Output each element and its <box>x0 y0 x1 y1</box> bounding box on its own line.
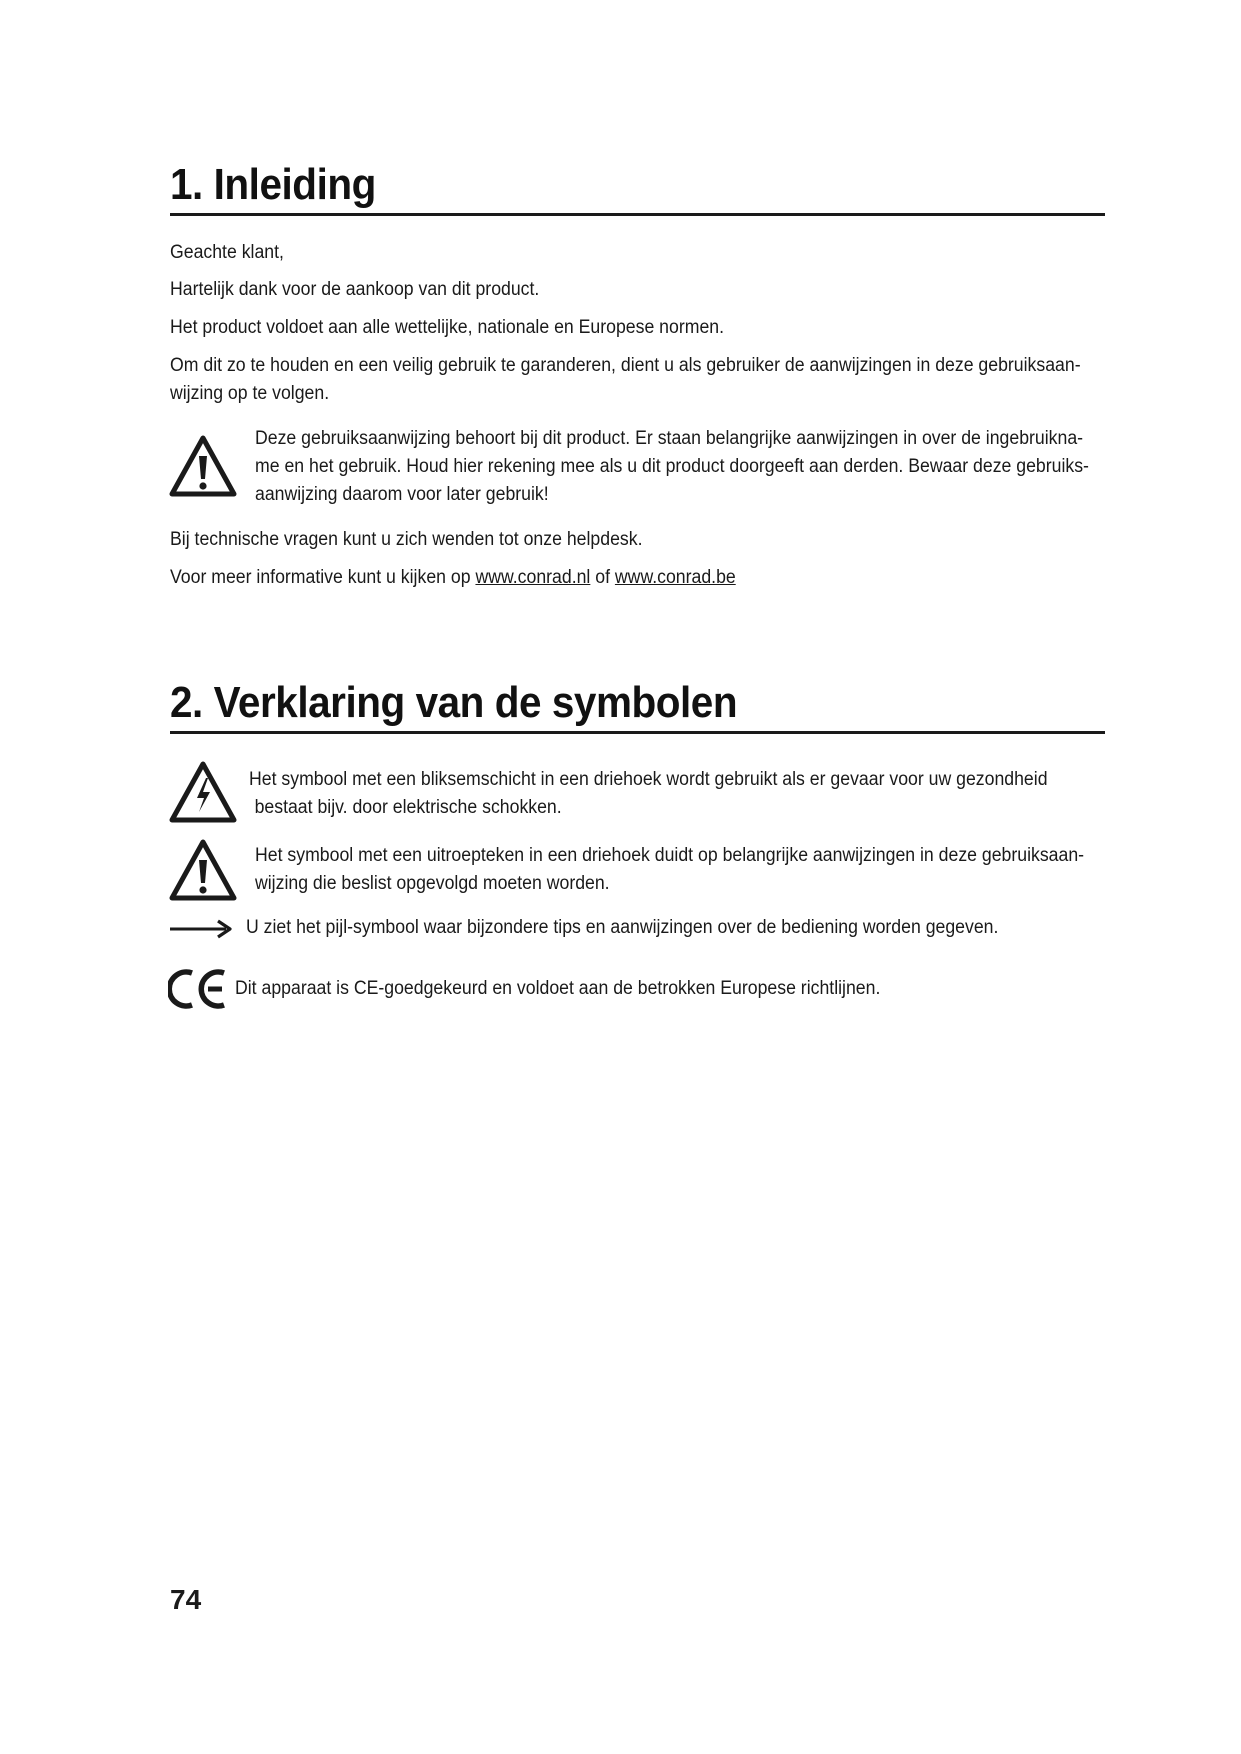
section-1-title: 1. Inleiding <box>170 160 376 209</box>
arrow-symbol-description <box>246 914 998 942</box>
warning-line-1: Deze gebruiksaanwijzing behoort bij dit product. Er staan belangrijke aanwijzingen in over de ingebruikna- <box>255 428 1084 449</box>
warning-triangle-icon <box>168 434 238 498</box>
lightning-symbol-description <box>249 766 1048 822</box>
instructions-paragraph <box>170 352 1081 408</box>
norms-text: Het product voldoet aan alle wettelijke, nationale en Europese normen. <box>170 317 725 338</box>
helpdesk-text: Bij technische vragen kunt u zich wenden tot onze helpdesk. <box>170 529 643 550</box>
section-1-divider <box>170 213 1105 216</box>
exclamation-triangle-icon <box>168 838 238 902</box>
warning-line-2: me en het gebruik. Houd hier rekening mee als u dit product doorgeeft aan derden. Bewaar deze gebruiks- <box>255 456 1089 477</box>
ce-symbol-description <box>235 975 880 1003</box>
section-2-title: 2. Verklaring van de symbolen <box>170 678 738 727</box>
section-2-divider <box>170 731 1105 734</box>
exclamation-line-2: wijzing die beslist opgevolgd moeten worden. <box>255 873 610 894</box>
conrad-nl-link[interactable]: www.conrad.nl <box>475 567 591 588</box>
ce-mark-label: CE <box>168 968 170 969</box>
manual-warning-note <box>255 425 1089 509</box>
page-number: 74 <box>170 1584 202 1615</box>
ce-mark-icon <box>168 968 232 1010</box>
arrow-right-icon <box>168 918 234 940</box>
instructions-line-1: Om dit zo te houden en een veilig gebruik te garanderen, dient u als gebruiker de aanwijzingen in deze gebruiksaan- <box>170 355 1081 376</box>
lightning-triangle-icon <box>168 760 238 824</box>
info-prefix: Voor meer informative kunt u kijken op <box>170 567 476 588</box>
conrad-be-link[interactable]: www.conrad.be <box>614 567 736 588</box>
lightning-line-2: bestaat bijv. door elektrische schokken. <box>254 797 562 818</box>
exclamation-symbol-description <box>255 842 1084 898</box>
thanks-text: Hartelijk dank voor de aankoop van dit product. <box>170 279 540 300</box>
arrow-text: U ziet het pijl-symbool waar bijzondere tips en aanwijzingen over de bediening worden gegeven. <box>246 917 999 938</box>
info-text <box>170 564 1040 592</box>
ce-text: Dit apparaat is CE-goedgekeurd en voldoet aan de betrokken Europese richtlijnen. <box>235 978 881 999</box>
exclamation-line-1: Het symbool met een uitroepteken in een driehoek duidt op belangrijke aanwijzingen in deze gebruiksaan- <box>255 845 1085 866</box>
warning-line-3: aanwijzing daarom voor later gebruik! <box>255 484 549 505</box>
lightning-line-1: Het symbool met een bliksemschicht in een driehoek wordt gebruikt als er gevaar voor uw gezondheid <box>249 769 1048 790</box>
greeting-text: Geachte klant, <box>170 242 284 263</box>
info-or: of <box>590 567 615 588</box>
instructions-line-2: wijzing op te volgen. <box>170 383 330 404</box>
